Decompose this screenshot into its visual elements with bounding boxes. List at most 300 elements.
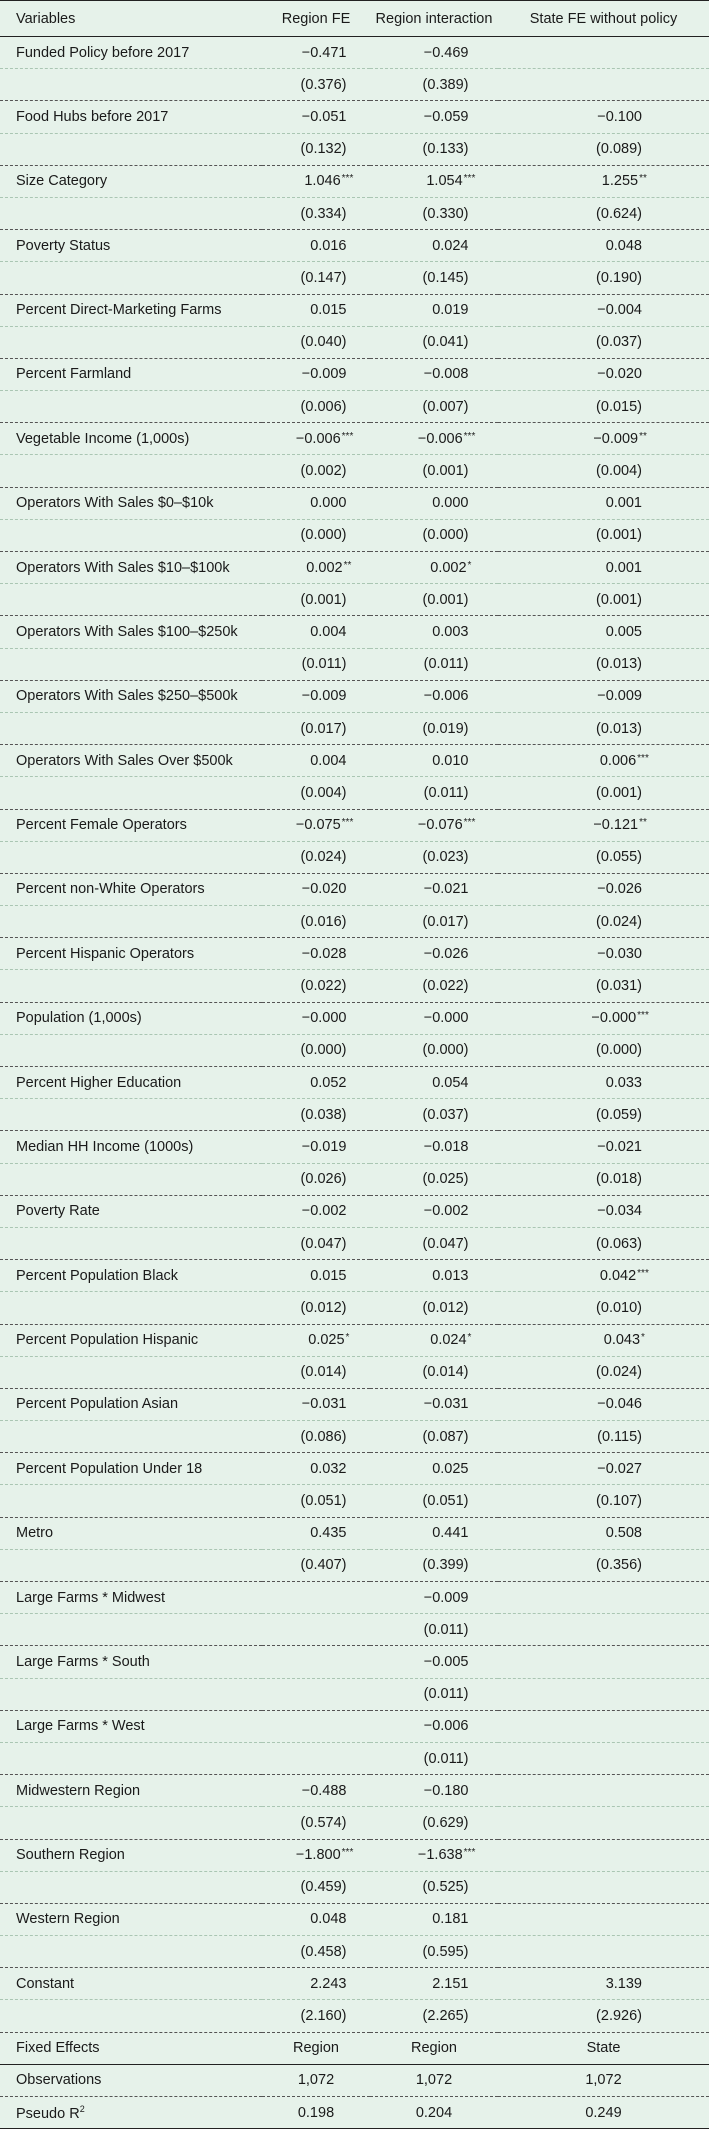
se-cell <box>370 1034 498 1066</box>
se-value: (0.629) <box>422 1814 469 1831</box>
coef-value-wrap <box>399 495 469 511</box>
se-value: (0.330) <box>422 205 469 222</box>
se-row <box>0 1549 709 1581</box>
coef-cell <box>370 101 498 133</box>
coef-value-wrap <box>285 45 347 61</box>
se-value: (0.055) <box>596 849 642 866</box>
coef-value: 0.013 <box>432 1267 469 1284</box>
observations-value: 1,072 <box>370 2064 498 2096</box>
coef-value: 1.054 <box>426 173 463 190</box>
fixed-effects-label: Fixed Effects <box>0 2032 262 2064</box>
coef-cell <box>498 1131 709 1163</box>
se-value: (0.000) <box>422 1042 469 1059</box>
coef-cell <box>370 37 498 69</box>
se-value: (0.006) <box>300 398 347 415</box>
se-cell <box>370 1549 498 1581</box>
se-value: (0.011) <box>423 656 469 673</box>
coef-value: −0.006 <box>423 1718 469 1735</box>
coef-value-wrap <box>281 560 343 576</box>
coef-value-wrap <box>285 753 347 769</box>
coef-cell <box>262 1903 370 1935</box>
coef-value-wrap <box>564 495 642 511</box>
coef-value: 0.435 <box>310 1525 347 1542</box>
se-row <box>0 970 709 1002</box>
coef-cell <box>498 1517 709 1549</box>
coef-cell <box>262 745 370 777</box>
se-value: (0.022) <box>300 978 347 995</box>
coef-cell <box>262 616 370 648</box>
se-row <box>0 712 709 744</box>
coef-value: 0.025 <box>308 1332 345 1349</box>
coef-value-wrap <box>279 817 341 833</box>
variable-label: Large Farms * West <box>0 1710 262 1742</box>
coef-value: −0.006 <box>417 430 463 447</box>
variable-label: Percent Female Operators <box>0 809 262 841</box>
se-value: (0.023) <box>422 849 469 866</box>
significance-stars: *** <box>341 430 354 442</box>
se-spacer <box>0 391 262 423</box>
coef-value-wrap <box>285 302 347 318</box>
se-cell <box>498 1421 709 1453</box>
se-cell <box>498 712 709 744</box>
se-cell <box>262 1356 370 1388</box>
se-cell <box>370 777 498 809</box>
variable-label: Percent Population Asian <box>0 1388 262 1420</box>
se-value: (0.004) <box>596 463 642 480</box>
se-spacer <box>0 1485 262 1517</box>
coef-row <box>0 358 709 390</box>
se-cell <box>370 391 498 423</box>
coef-value-wrap <box>285 238 347 254</box>
se-row <box>0 326 709 358</box>
coef-value-wrap <box>399 1911 469 1927</box>
se-cell <box>498 519 709 551</box>
se-cell <box>370 1292 498 1324</box>
coef-value-wrap <box>285 946 347 962</box>
se-value: (0.595) <box>422 1943 469 1960</box>
se-cell <box>370 1227 498 1259</box>
se-cell <box>262 133 370 165</box>
coef-value-wrap <box>399 302 469 318</box>
coef-value-wrap <box>397 560 467 576</box>
se-cell <box>262 391 370 423</box>
coef-row <box>0 1195 709 1227</box>
se-value: (0.040) <box>300 334 347 351</box>
se-row <box>0 1227 709 1259</box>
coef-value-wrap <box>279 1847 341 1863</box>
se-spacer <box>0 1549 262 1581</box>
se-cell <box>370 584 498 616</box>
variable-label: Percent Population Black <box>0 1260 262 1292</box>
se-spacer <box>0 777 262 809</box>
se-value: (0.010) <box>596 1299 642 1316</box>
se-cell <box>262 197 370 229</box>
coef-cell <box>262 1582 370 1614</box>
se-row <box>0 262 709 294</box>
se-cell <box>262 1614 370 1646</box>
coef-value: 0.015 <box>310 1267 347 1284</box>
pseudo-r2-label: Pseudo $R^2$ <box>0 2097 262 2129</box>
coef-cell <box>262 1646 370 1678</box>
coef-cell <box>498 809 709 841</box>
coef-value-wrap <box>399 45 469 61</box>
coef-value: 0.002 <box>430 559 467 576</box>
coef-cell <box>370 616 498 648</box>
se-value: (0.019) <box>422 720 469 737</box>
variable-label: Percent non-White Operators <box>0 873 262 905</box>
coef-value: 0.001 <box>605 495 642 512</box>
variable-label: Southern Region <box>0 1839 262 1871</box>
coef-value: 0.010 <box>432 752 469 769</box>
se-row <box>0 906 709 938</box>
se-value: (0.024) <box>596 913 642 930</box>
coef-value: −0.046 <box>597 1396 642 1413</box>
coef-cell <box>498 1324 709 1356</box>
coef-value-wrap <box>285 624 347 640</box>
coef-value: −1.800 <box>295 1847 341 1864</box>
fixed-effects-row <box>0 2032 709 2064</box>
se-value: (0.407) <box>300 1557 347 1574</box>
coef-cell <box>262 1517 370 1549</box>
se-cell <box>262 584 370 616</box>
se-value: (2.160) <box>300 2008 347 2025</box>
se-value: (0.063) <box>596 1235 642 1252</box>
coef-value-wrap <box>564 1075 642 1091</box>
coef-cell <box>370 230 498 262</box>
significance-stars: * <box>641 1332 645 1344</box>
variable-label: Percent Population Under 18 <box>0 1453 262 1485</box>
se-value: (0.001) <box>596 591 642 608</box>
coef-value: −0.000 <box>591 1010 637 1027</box>
coef-value-wrap <box>564 1396 642 1412</box>
coef-cell <box>370 165 498 197</box>
se-value: (0.001) <box>596 527 642 544</box>
se-cell <box>262 906 370 938</box>
se-cell <box>262 1549 370 1581</box>
coef-row <box>0 616 709 648</box>
coef-row <box>0 873 709 905</box>
se-value: (0.037) <box>596 334 642 351</box>
coef-value: −0.006 <box>423 688 469 705</box>
se-value: (0.000) <box>596 1042 642 1059</box>
significance-stars: *** <box>463 430 476 442</box>
coef-value-wrap <box>393 1847 463 1863</box>
se-value: (0.041) <box>422 334 469 351</box>
coef-row <box>0 1453 709 1485</box>
coef-cell <box>370 1646 498 1678</box>
se-spacer <box>0 1034 262 1066</box>
se-cell <box>498 906 709 938</box>
se-cell <box>262 1807 370 1839</box>
se-row <box>0 391 709 423</box>
se-value: (0.133) <box>422 141 469 158</box>
se-cell <box>262 262 370 294</box>
coef-value-wrap <box>283 1332 345 1348</box>
coef-cell <box>370 809 498 841</box>
coef-value-wrap <box>399 1976 469 1992</box>
se-value: (0.132) <box>300 141 347 158</box>
coef-value-wrap <box>279 173 341 189</box>
variable-label: Percent Hispanic Operators <box>0 938 262 970</box>
coef-value: −0.004 <box>597 302 642 319</box>
coef-value-wrap <box>399 624 469 640</box>
coef-value: 0.005 <box>605 623 642 640</box>
coef-cell <box>498 680 709 712</box>
se-value: (0.011) <box>301 656 347 673</box>
coef-value: 0.052 <box>310 1074 347 1091</box>
pseudo-r2-value: 0.204 <box>370 2097 498 2129</box>
coef-cell <box>370 1131 498 1163</box>
coef-value-wrap <box>564 1461 642 1477</box>
coef-cell <box>370 487 498 519</box>
se-spacer <box>0 519 262 551</box>
coef-value-wrap <box>285 1783 347 1799</box>
coef-row <box>0 1582 709 1614</box>
se-value: (0.001) <box>300 591 347 608</box>
se-row <box>0 1034 709 1066</box>
se-row <box>0 1742 709 1774</box>
se-cell <box>370 1678 498 1710</box>
coef-row <box>0 37 709 69</box>
coef-cell <box>370 1453 498 1485</box>
se-spacer <box>0 69 262 101</box>
se-cell <box>370 906 498 938</box>
coef-value: −0.019 <box>301 1138 347 1155</box>
se-spacer <box>0 1099 262 1131</box>
coef-cell <box>262 487 370 519</box>
coef-cell <box>498 358 709 390</box>
coef-cell <box>498 745 709 777</box>
se-cell <box>498 1614 709 1646</box>
coef-value: −0.051 <box>301 108 347 125</box>
variable-label: Operators With Sales Over $500k <box>0 745 262 777</box>
se-cell <box>498 391 709 423</box>
se-value: (0.047) <box>300 1235 347 1252</box>
coef-cell <box>370 1260 498 1292</box>
se-value: (0.624) <box>596 205 642 222</box>
se-value: (0.190) <box>596 269 642 286</box>
table-header <box>0 1 709 37</box>
se-cell <box>498 1163 709 1195</box>
se-cell <box>370 1421 498 1453</box>
coef-cell <box>498 165 709 197</box>
se-cell <box>370 69 498 101</box>
coef-cell <box>370 358 498 390</box>
coef-value: −0.008 <box>423 366 469 383</box>
se-cell <box>498 1807 709 1839</box>
se-row <box>0 1871 709 1903</box>
variable-label: Percent Population Hispanic <box>0 1324 262 1356</box>
se-cell <box>498 262 709 294</box>
coef-row <box>0 1646 709 1678</box>
coef-value-wrap <box>393 173 463 189</box>
se-cell <box>370 1614 498 1646</box>
coef-value: 0.006 <box>599 752 637 769</box>
coef-cell <box>498 1582 709 1614</box>
coef-value: 0.024 <box>432 237 469 254</box>
se-cell <box>370 262 498 294</box>
coef-cell <box>262 938 370 970</box>
coef-value: −0.009 <box>301 366 347 383</box>
coef-row <box>0 294 709 326</box>
se-spacer <box>0 262 262 294</box>
se-cell <box>262 1099 370 1131</box>
se-spacer <box>0 1742 262 1774</box>
se-spacer <box>0 1227 262 1259</box>
coef-value: 0.019 <box>432 302 469 319</box>
coef-cell <box>262 1968 370 2000</box>
coef-value-wrap <box>558 753 636 769</box>
coef-value: −0.009 <box>423 1589 469 1606</box>
se-value: (0.031) <box>596 978 642 995</box>
se-value: (0.086) <box>300 1428 347 1445</box>
se-cell <box>262 1936 370 1968</box>
coef-cell <box>498 1260 709 1292</box>
coef-value: 0.054 <box>432 1074 469 1091</box>
coef-value-wrap <box>399 366 469 382</box>
coef-cell <box>370 938 498 970</box>
se-cell <box>262 970 370 1002</box>
se-cell <box>370 1163 498 1195</box>
se-cell <box>498 326 709 358</box>
coef-cell <box>498 873 709 905</box>
coef-cell <box>262 1453 370 1485</box>
se-row <box>0 455 709 487</box>
se-value: (0.037) <box>422 1106 469 1123</box>
significance-stars: *** <box>341 1847 354 1859</box>
se-cell <box>370 1742 498 1774</box>
se-cell <box>498 455 709 487</box>
observations-value: 1,072 <box>498 2064 709 2096</box>
coef-value: −0.009 <box>593 430 639 447</box>
se-row <box>0 1099 709 1131</box>
significance-stars: *** <box>637 752 649 764</box>
coef-value: 0.000 <box>310 495 347 512</box>
coef-cell <box>262 1839 370 1871</box>
observations-label: Observations <box>0 2064 262 2096</box>
coef-cell <box>370 680 498 712</box>
coef-value: 3.139 <box>605 1975 642 1992</box>
se-cell <box>498 2000 709 2032</box>
coef-value: −0.026 <box>597 881 642 898</box>
coef-value-wrap <box>399 1075 469 1091</box>
variable-label: Operators With Sales $10–$100k <box>0 552 262 584</box>
significance-stars: *** <box>463 1847 476 1859</box>
se-value: (0.458) <box>300 1943 347 1960</box>
coef-value: −0.000 <box>301 1010 347 1027</box>
fixed-effects-value: State <box>498 2032 709 2064</box>
se-spacer <box>0 1614 262 1646</box>
coef-row <box>0 101 709 133</box>
coef-value: 0.043 <box>603 1332 641 1349</box>
coef-value-wrap <box>399 1461 469 1477</box>
coef-cell <box>262 358 370 390</box>
coef-value: 0.000 <box>432 495 469 512</box>
pseudo-r2-value: 0.198 <box>262 2097 370 2129</box>
se-spacer <box>0 584 262 616</box>
coef-value-wrap <box>397 1332 467 1348</box>
coef-value-wrap <box>560 817 638 833</box>
coef-value-wrap <box>279 431 341 447</box>
variable-label: Poverty Rate <box>0 1195 262 1227</box>
se-spacer <box>0 1356 262 1388</box>
se-cell <box>262 519 370 551</box>
coef-value: 0.003 <box>432 623 469 640</box>
se-row <box>0 133 709 165</box>
coef-value-wrap <box>285 1203 347 1219</box>
coef-value: −0.034 <box>597 1203 642 1220</box>
coef-value-wrap <box>285 366 347 382</box>
coef-value: −0.471 <box>301 44 347 61</box>
variable-label: Percent Direct-Marketing Farms <box>0 294 262 326</box>
table-footer <box>0 2032 709 2129</box>
coef-cell <box>498 230 709 262</box>
coef-cell <box>262 1710 370 1742</box>
se-cell <box>498 1678 709 1710</box>
se-cell <box>262 1871 370 1903</box>
coef-value: −0.002 <box>423 1203 469 1220</box>
coef-value: 1.046 <box>304 173 341 190</box>
coef-value: 0.004 <box>310 752 347 769</box>
coef-value-wrap <box>560 173 638 189</box>
coef-cell <box>262 809 370 841</box>
coef-cell <box>370 1582 498 1614</box>
se-cell <box>262 1163 370 1195</box>
coef-cell <box>370 1388 498 1420</box>
se-value: (0.013) <box>596 656 642 673</box>
se-spacer <box>0 906 262 938</box>
se-cell <box>262 1485 370 1517</box>
coef-value-wrap <box>399 1718 469 1734</box>
significance-stars: ** <box>639 430 647 442</box>
se-cell <box>262 712 370 744</box>
coef-value-wrap <box>285 1010 347 1026</box>
coef-value-wrap <box>285 1268 347 1284</box>
coef-row <box>0 487 709 519</box>
se-cell <box>262 648 370 680</box>
coef-value-wrap <box>399 946 469 962</box>
coef-value-wrap <box>399 1525 469 1541</box>
variable-label: Operators With Sales $100–$250k <box>0 616 262 648</box>
coef-cell <box>498 1646 709 1678</box>
coef-value: −0.021 <box>597 1138 642 1155</box>
se-value: (0.016) <box>300 913 347 930</box>
coef-value: −0.469 <box>423 44 469 61</box>
se-cell <box>262 69 370 101</box>
coef-cell <box>498 423 709 455</box>
se-value: (0.017) <box>300 720 347 737</box>
se-cell <box>370 1807 498 1839</box>
coef-cell <box>498 37 709 69</box>
se-value: (0.007) <box>422 398 469 415</box>
observations-value: 1,072 <box>262 2064 370 2096</box>
se-cell <box>370 970 498 1002</box>
coef-value: −0.009 <box>597 688 642 705</box>
coef-value: −0.000 <box>423 1010 469 1027</box>
coef-value: 0.181 <box>432 1911 469 1928</box>
coef-value-wrap <box>399 238 469 254</box>
coef-value: 0.004 <box>310 623 347 640</box>
variable-label: Size Category <box>0 165 262 197</box>
coef-cell <box>498 552 709 584</box>
se-value: (0.015) <box>596 398 642 415</box>
se-value: (0.001) <box>422 591 469 608</box>
coef-value-wrap <box>564 1203 642 1219</box>
coef-value-wrap <box>564 1525 642 1541</box>
se-cell <box>370 133 498 165</box>
coef-value: −0.121 <box>593 817 639 834</box>
se-cell <box>370 1356 498 1388</box>
